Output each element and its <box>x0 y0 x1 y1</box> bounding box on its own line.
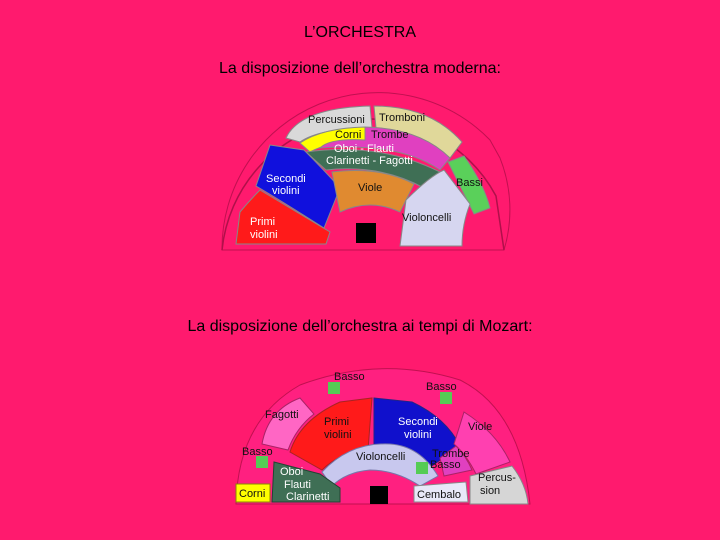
mozart-primi-violini-label-1: Primi <box>324 416 350 428</box>
modern-corni-label: Corni <box>335 129 362 141</box>
mozart-percussion-label-2: sion <box>480 485 501 497</box>
slide-title: L’ORCHESTRA <box>303 24 417 41</box>
mozart-conductor-podium <box>370 486 388 504</box>
modern-clarinetti-fagotti-label: Clarinetti - Fagotti <box>326 155 413 167</box>
mozart-basso-small-label: Basso <box>430 459 461 471</box>
mozart-corni-label: Corni <box>239 488 266 500</box>
modern-primi-violini-label-1: Primi <box>250 216 276 228</box>
mozart-basso-top-label: Basso <box>334 371 365 383</box>
modern-percussioni-label: Percussioni <box>308 114 365 126</box>
mozart-secondi-violini-label-2: violini <box>404 429 432 441</box>
mozart-basso-right-label: Basso <box>426 381 457 393</box>
mozart-viole-label: Viole <box>468 421 493 433</box>
modern-secondi-violini-label-1: Secondi <box>266 173 306 185</box>
modern-primi-violini-label-2: violini <box>250 229 278 241</box>
modern-tromboni-label: Tromboni <box>379 112 426 124</box>
mozart-basso-left-label: Basso <box>242 446 273 458</box>
subtitle-modern: La disposizione dell’orchestra moderna: <box>219 60 501 77</box>
mozart-violoncelli-label: Violoncelli <box>356 451 406 463</box>
mozart-flauti-label: Flauti <box>284 479 311 491</box>
mozart-cembalo-label: Cembalo <box>417 489 462 501</box>
mozart-secondi-violini-label-1: Secondi <box>398 416 438 428</box>
mozart-trombe-label: Trombe <box>432 448 470 460</box>
modern-violoncelli-label: Violoncelli <box>402 212 452 224</box>
mozart-clarinetti-label: Clarinetti <box>286 491 330 503</box>
modern-trombe-label: Trombe <box>371 129 409 141</box>
mozart-basso-box-right <box>440 392 452 404</box>
modern-secondi-violini-label-2: violini <box>272 185 300 197</box>
mozart-basso-box-top <box>328 382 340 394</box>
modern-bassi-label: Bassi <box>456 177 483 189</box>
mozart-primi-violini-label-2: violini <box>324 429 352 441</box>
mozart-oboi-label: Oboi <box>280 466 304 478</box>
subtitle-mozart: La disposizione dell’orchestra ai tempi di Mozart: <box>187 318 533 335</box>
mozart-basso-box-small <box>416 462 428 474</box>
modern-viole-label: Viole <box>358 182 383 194</box>
mozart-fagotti-label: Fagotti <box>265 409 299 421</box>
mozart-percussion-label-1: Percus- <box>478 472 516 484</box>
modern-oboi-flauti-label: Oboi - Flauti <box>334 143 394 155</box>
